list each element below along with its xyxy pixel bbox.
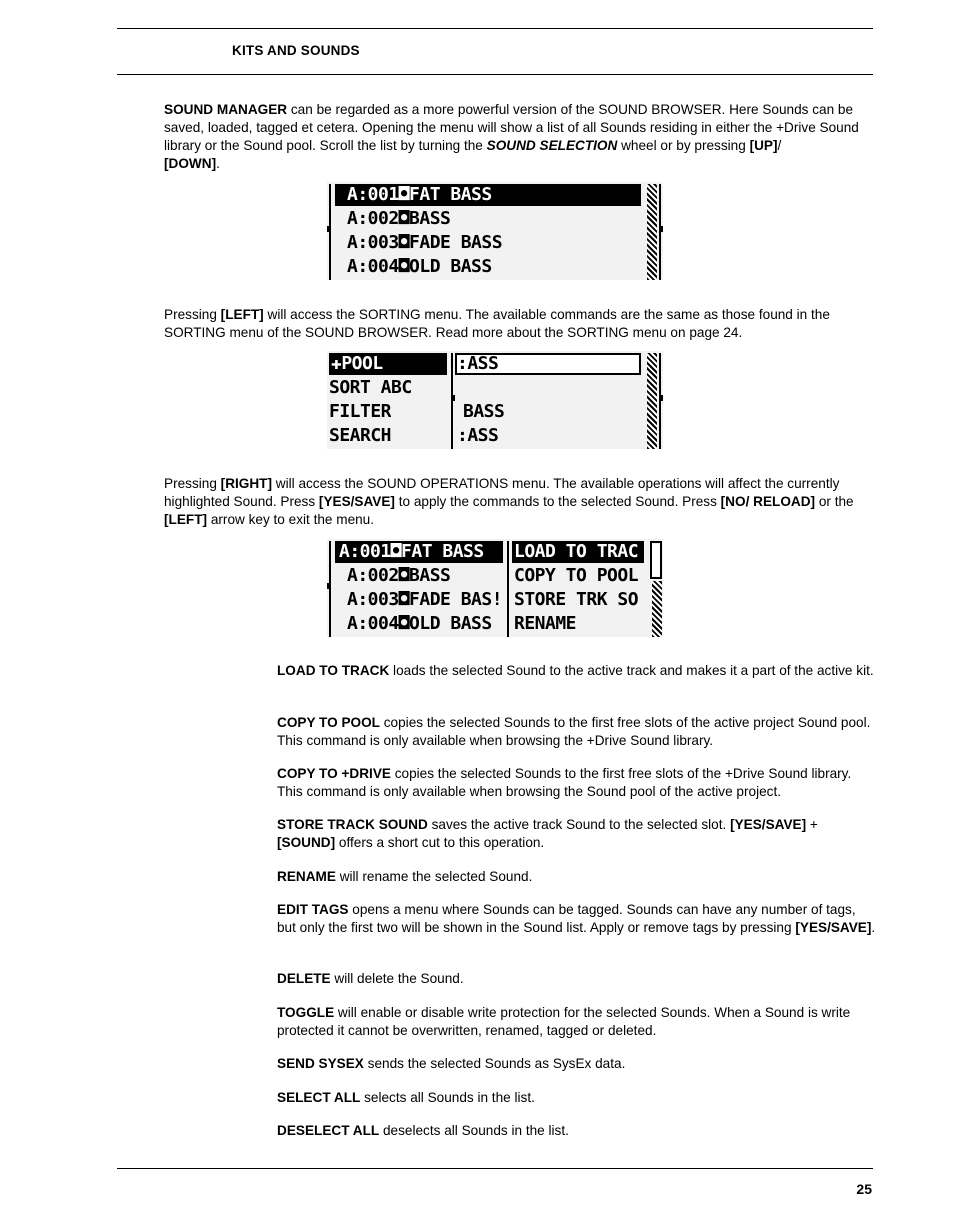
sort-menu-search: SEARCH (329, 425, 392, 446)
item-key: [YES/SAVE] (730, 817, 807, 832)
menu-divider (507, 541, 509, 637)
op-copy-to-pool: COPY TO POOL (514, 565, 639, 586)
item-term: RENAME (277, 869, 336, 884)
para2-key: [LEFT] (220, 307, 264, 322)
item-term: COPY TO +DRIVE (277, 766, 391, 781)
sorting-paragraph (164, 306, 874, 342)
scrollbar (647, 353, 657, 449)
item-term: DELETE (277, 971, 331, 986)
sound-row-2: A:002◘BASS (347, 208, 451, 229)
item-term: COPY TO POOL (277, 715, 380, 730)
item-text: selects all Sounds in the list. (360, 1090, 535, 1105)
para3-text-4: arrow key to exit the menu. (207, 512, 375, 527)
intro-paragraph (164, 101, 874, 173)
item-plus: + (806, 817, 818, 832)
item-delete (277, 970, 877, 988)
item-text: loads the selected Sound to the active track and makes it a part of the active kit. (389, 663, 874, 678)
result-2: :ASS (457, 425, 499, 446)
item-text: copies the selected Sounds to the first free slots of the active project Sound pool. This command is only available when browsing the +Drive Sound library. (277, 715, 871, 748)
item-term: DESELECT ALL (277, 1123, 380, 1138)
divider-tick (451, 395, 455, 401)
item-text: will rename the selected Sound. (335, 869, 533, 884)
intro-key-up: [UP] (749, 138, 778, 153)
para3-key-yes: [YES/SAVE] (318, 494, 395, 509)
item-toggle (277, 1004, 877, 1040)
sort-menu-filter: FILTER (329, 401, 392, 422)
item-term: LOAD TO TRACK (277, 663, 390, 678)
item-text: will delete the Sound. (330, 971, 464, 986)
ops-sound-row-1: A:001◘FAT BASS (335, 541, 503, 563)
right-tick (659, 226, 663, 232)
operations-paragraph (164, 475, 874, 529)
scrollbar (652, 581, 662, 637)
right-bracket (659, 184, 661, 280)
screen-sound-list (327, 182, 663, 280)
para3-key-no: [NO/ RELOAD] (720, 494, 816, 509)
intro-term: SOUND MANAGER (164, 102, 288, 117)
scroll-thumb (650, 541, 662, 579)
item-text: will enable or disable write protection for the selected Sounds. When a Sound is write protected it cannot be overwritten, renamed, tagged or deleted. (277, 1005, 851, 1038)
intro-slash: / (777, 138, 782, 153)
ops-sound-row-2: A:002◘BASS (347, 565, 451, 586)
sort-menu-pool: ✚POOL (329, 353, 447, 375)
left-tick (327, 226, 331, 232)
ops-sound-row-4: A:004◘OLD BASS (347, 613, 492, 634)
para2-pre: Pressing (164, 307, 221, 322)
item-term: STORE TRACK SOUND (277, 817, 428, 832)
item-rename (277, 868, 877, 886)
right-tick (659, 395, 663, 401)
item-key: [YES/SAVE] (795, 920, 872, 935)
sound-row-4: A:004◘OLD BASS (347, 256, 492, 277)
header-rule (117, 74, 873, 75)
item-edit-tags (277, 901, 877, 937)
para3-text-1: will access the SOUND OPERATIONS menu. The available operations will affect the currently highlighted Sound. Press (164, 476, 840, 509)
page-number: 25 (856, 1181, 872, 1197)
item-copy-to-drive (277, 765, 877, 801)
op-load-to-track: LOAD TO TRAC (512, 541, 644, 563)
section-header: KITS AND SOUNDS (232, 43, 360, 58)
item-text: copies the selected Sounds to the first free slots of the +Drive Sound library. This command is only available when browsing the Sound pool of the active project. (277, 766, 852, 799)
sort-menu-abc: SORT ABC (329, 377, 412, 398)
sound-row-3: A:003◘FADE BASS (347, 232, 503, 253)
item-term: SELECT ALL (277, 1090, 361, 1105)
op-rename: RENAME (514, 613, 577, 634)
item-copy-to-pool (277, 714, 873, 750)
screen-sound-operations (327, 539, 663, 637)
item-term: TOGGLE (277, 1005, 335, 1020)
intro-emphasis: SOUND SELECTION (486, 138, 618, 153)
para3-key-right: [RIGHT] (220, 476, 273, 491)
para3-pre: Pressing (164, 476, 221, 491)
filter-field-value: :ASS (457, 353, 499, 374)
footer-rule (117, 1168, 873, 1169)
intro-key-down: [DOWN] (164, 156, 217, 171)
divider (451, 353, 453, 449)
sound-row-1: A:001◘FAT BASS (335, 184, 641, 206)
top-rule (117, 28, 873, 29)
item-text: . (871, 920, 876, 935)
item-text: deselects all Sounds in the list. (379, 1123, 569, 1138)
scrollbar (647, 184, 657, 280)
op-store-track-sound: STORE TRK SO (514, 589, 639, 610)
intro-end: . (216, 156, 220, 171)
result-1: BASS (463, 401, 505, 422)
item-load-to-track (277, 662, 877, 680)
item-store-track-sound (277, 816, 877, 852)
para3-text-3: or the (815, 494, 854, 509)
screen-sorting-menu (327, 351, 663, 449)
item-text: sends the selected Sounds as SysEx data. (363, 1056, 626, 1071)
item-text: saves the active track Sound to the selected slot. (427, 817, 731, 832)
item-select-all (277, 1089, 877, 1107)
item-key: [SOUND] (277, 835, 336, 850)
para3-text-2: to apply the commands to the selected Sound. Press (394, 494, 721, 509)
ops-sound-row-3: A:003◘FADE BAS! (347, 589, 503, 610)
intro-text-1: can be regarded as a more powerful version of the SOUND BROWSER. Here Sounds can be saved, loaded, tagged et cetera. Opening the menu will show a list of all Sounds residing in either the +Drive Sound library or the Sound pool. Scroll the list by turning the (164, 102, 859, 153)
left-tick (327, 583, 331, 589)
right-bracket (659, 353, 661, 449)
item-text: offers a short cut to this operation. (335, 835, 545, 850)
item-text: opens a menu where Sounds can be tagged. Sounds can have any number of tags, but only the first two will be shown in the Sound list. Apply or remove tags by pressing (277, 902, 856, 935)
para3-key-left: [LEFT] (164, 512, 208, 527)
left-bracket (329, 541, 331, 637)
item-term: SEND SYSEX (277, 1056, 364, 1071)
para2-text: will access the SORTING menu. The available commands are the same as those found in the SORTING menu of the SOUND BROWSER. Read more about the SORTING menu on page 24. (164, 307, 830, 340)
left-bracket (329, 184, 331, 280)
item-term: EDIT TAGS (277, 902, 349, 917)
item-send-sysex (277, 1055, 877, 1073)
item-deselect-all (277, 1122, 877, 1140)
intro-text-2: wheel or by pressing (617, 138, 750, 153)
